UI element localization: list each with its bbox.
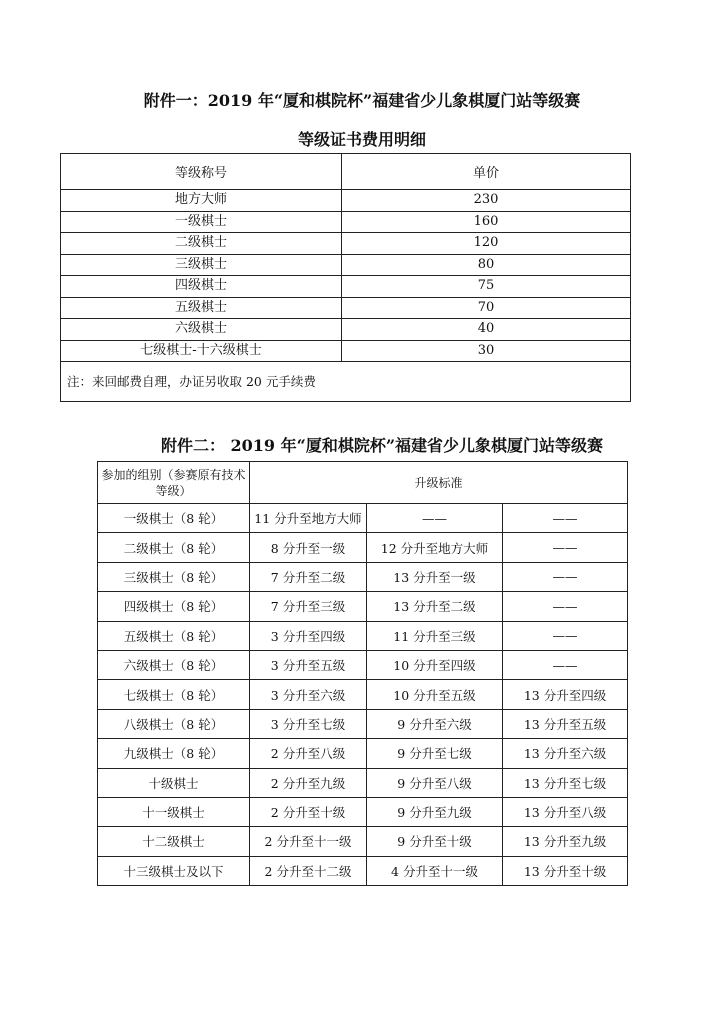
promotion-header-group: 参加的组别（参赛原有技术等级） xyxy=(98,462,250,504)
fee-level: 地方大师 xyxy=(61,190,342,212)
table-row xyxy=(98,533,628,562)
fee-price: 80 xyxy=(342,254,631,276)
fee-price: 40 xyxy=(342,319,631,341)
group-cell: 十一级棋士 xyxy=(98,797,250,826)
standard-cell: 8 分升至一级 xyxy=(250,533,367,562)
group-cell: 六级棋士（8 轮） xyxy=(98,650,250,679)
standard-cell: 13 分升至七级 xyxy=(503,768,628,797)
standard-cell: 11 分升至三级 xyxy=(367,621,503,650)
promotion-header-standard: 升级标准 xyxy=(250,462,628,504)
attachment1-subtitle: 等级证书费用明细 xyxy=(297,130,426,149)
standard-cell: 3 分升至四级 xyxy=(250,621,367,650)
table-row xyxy=(98,709,628,738)
table-row xyxy=(61,319,631,341)
group-cell: 五级棋士（8 轮） xyxy=(98,621,250,650)
group-cell: 七级棋士（8 轮） xyxy=(98,680,250,709)
fee-level: 一级棋士 xyxy=(61,211,342,233)
standard-cell: 13 分升至八级 xyxy=(503,797,628,826)
standard-cell: —— xyxy=(503,504,628,533)
table-row xyxy=(61,276,631,298)
standard-cell: 9 分升至九级 xyxy=(367,797,503,826)
table-row xyxy=(98,797,628,826)
standard-cell: 2 分升至八级 xyxy=(250,739,367,768)
fee-level: 四级棋士 xyxy=(61,276,342,298)
fee-price: 160 xyxy=(342,211,631,233)
table-row xyxy=(61,190,631,212)
standard-cell: 9 分升至七级 xyxy=(367,739,503,768)
table-row xyxy=(61,254,631,276)
group-cell: 十级棋士 xyxy=(98,768,250,797)
standard-cell: 13 分升至九级 xyxy=(503,827,628,856)
table-row xyxy=(98,650,628,679)
standard-cell: 13 分升至二级 xyxy=(367,592,503,621)
table-row xyxy=(98,739,628,768)
standard-cell: —— xyxy=(503,592,628,621)
table-row xyxy=(98,562,628,591)
fee-price: 120 xyxy=(342,233,631,255)
standard-cell: 9 分升至十级 xyxy=(367,827,503,856)
group-cell: 四级棋士（8 轮） xyxy=(98,592,250,621)
standard-cell: 9 分升至六级 xyxy=(367,709,503,738)
standard-cell: 3 分升至七级 xyxy=(250,709,367,738)
table-row xyxy=(98,504,628,533)
standard-cell: 10 分升至四级 xyxy=(367,650,503,679)
fee-price: 230 xyxy=(342,190,631,212)
standard-cell: 7 分升至三级 xyxy=(250,592,367,621)
table-row xyxy=(98,768,628,797)
attachment2-title: 附件二： 2019 年“厦和棋院杯”福建省少儿象棋厦门站等级赛 xyxy=(160,436,604,455)
attachment1-title: 附件一：2019 年“厦和棋院杯”福建省少儿象棋厦门站等级赛 xyxy=(143,91,581,110)
standard-cell: 13 分升至十级 xyxy=(503,856,628,885)
fee-price: 30 xyxy=(342,340,631,362)
table-row xyxy=(61,340,631,362)
group-cell: 九级棋士（8 轮） xyxy=(98,739,250,768)
table-row xyxy=(61,233,631,255)
standard-cell: 12 分升至地方大师 xyxy=(367,533,503,562)
group-cell: 一级棋士（8 轮） xyxy=(98,504,250,533)
table-row xyxy=(98,856,628,885)
standard-cell: 2 分升至十一级 xyxy=(250,827,367,856)
standard-cell: 13 分升至六级 xyxy=(503,739,628,768)
group-cell: 八级棋士（8 轮） xyxy=(98,709,250,738)
group-cell: 十三级棋士及以下 xyxy=(98,856,250,885)
fee-price: 70 xyxy=(342,297,631,319)
standard-cell: 3 分升至五级 xyxy=(250,650,367,679)
fee-price: 75 xyxy=(342,276,631,298)
table-row xyxy=(98,827,628,856)
table-row xyxy=(98,621,628,650)
standard-cell: 10 分升至五级 xyxy=(367,680,503,709)
standard-cell: 3 分升至六级 xyxy=(250,680,367,709)
promotion-table-header-row xyxy=(98,462,628,504)
fee-level: 二级棋士 xyxy=(61,233,342,255)
table-row xyxy=(98,680,628,709)
fee-header-price: 单价 xyxy=(342,154,631,190)
standard-cell: 13 分升至五级 xyxy=(503,709,628,738)
fee-note: 注：来回邮费自理，办证另收取 20 元手续费 xyxy=(61,362,631,402)
standard-cell: —— xyxy=(503,650,628,679)
fee-level: 六级棋士 xyxy=(61,319,342,341)
table-row xyxy=(61,211,631,233)
standard-cell: 2 分升至十二级 xyxy=(250,856,367,885)
fee-table-header-row xyxy=(61,154,631,190)
group-cell: 三级棋士（8 轮） xyxy=(98,562,250,591)
group-cell: 二级棋士（8 轮） xyxy=(98,533,250,562)
table-row xyxy=(61,297,631,319)
standard-cell: 13 分升至一级 xyxy=(367,562,503,591)
table-row xyxy=(98,592,628,621)
fee-note-row xyxy=(61,362,631,402)
fee-table xyxy=(60,153,631,402)
fee-header-level: 等级称号 xyxy=(61,154,342,190)
standard-cell: —— xyxy=(503,621,628,650)
standard-cell: —— xyxy=(367,504,503,533)
fee-level: 三级棋士 xyxy=(61,254,342,276)
fee-level: 七级棋士-十六级棋士 xyxy=(61,340,342,362)
standard-cell: 4 分升至十一级 xyxy=(367,856,503,885)
promotion-table xyxy=(97,461,628,886)
group-cell: 十二级棋士 xyxy=(98,827,250,856)
standard-cell: —— xyxy=(503,533,628,562)
standard-cell: —— xyxy=(503,562,628,591)
standard-cell: 11 分升至地方大师 xyxy=(250,504,367,533)
standard-cell: 9 分升至八级 xyxy=(367,768,503,797)
standard-cell: 13 分升至四级 xyxy=(503,680,628,709)
standard-cell: 2 分升至十级 xyxy=(250,797,367,826)
standard-cell: 2 分升至九级 xyxy=(250,768,367,797)
fee-level: 五级棋士 xyxy=(61,297,342,319)
standard-cell: 7 分升至二级 xyxy=(250,562,367,591)
